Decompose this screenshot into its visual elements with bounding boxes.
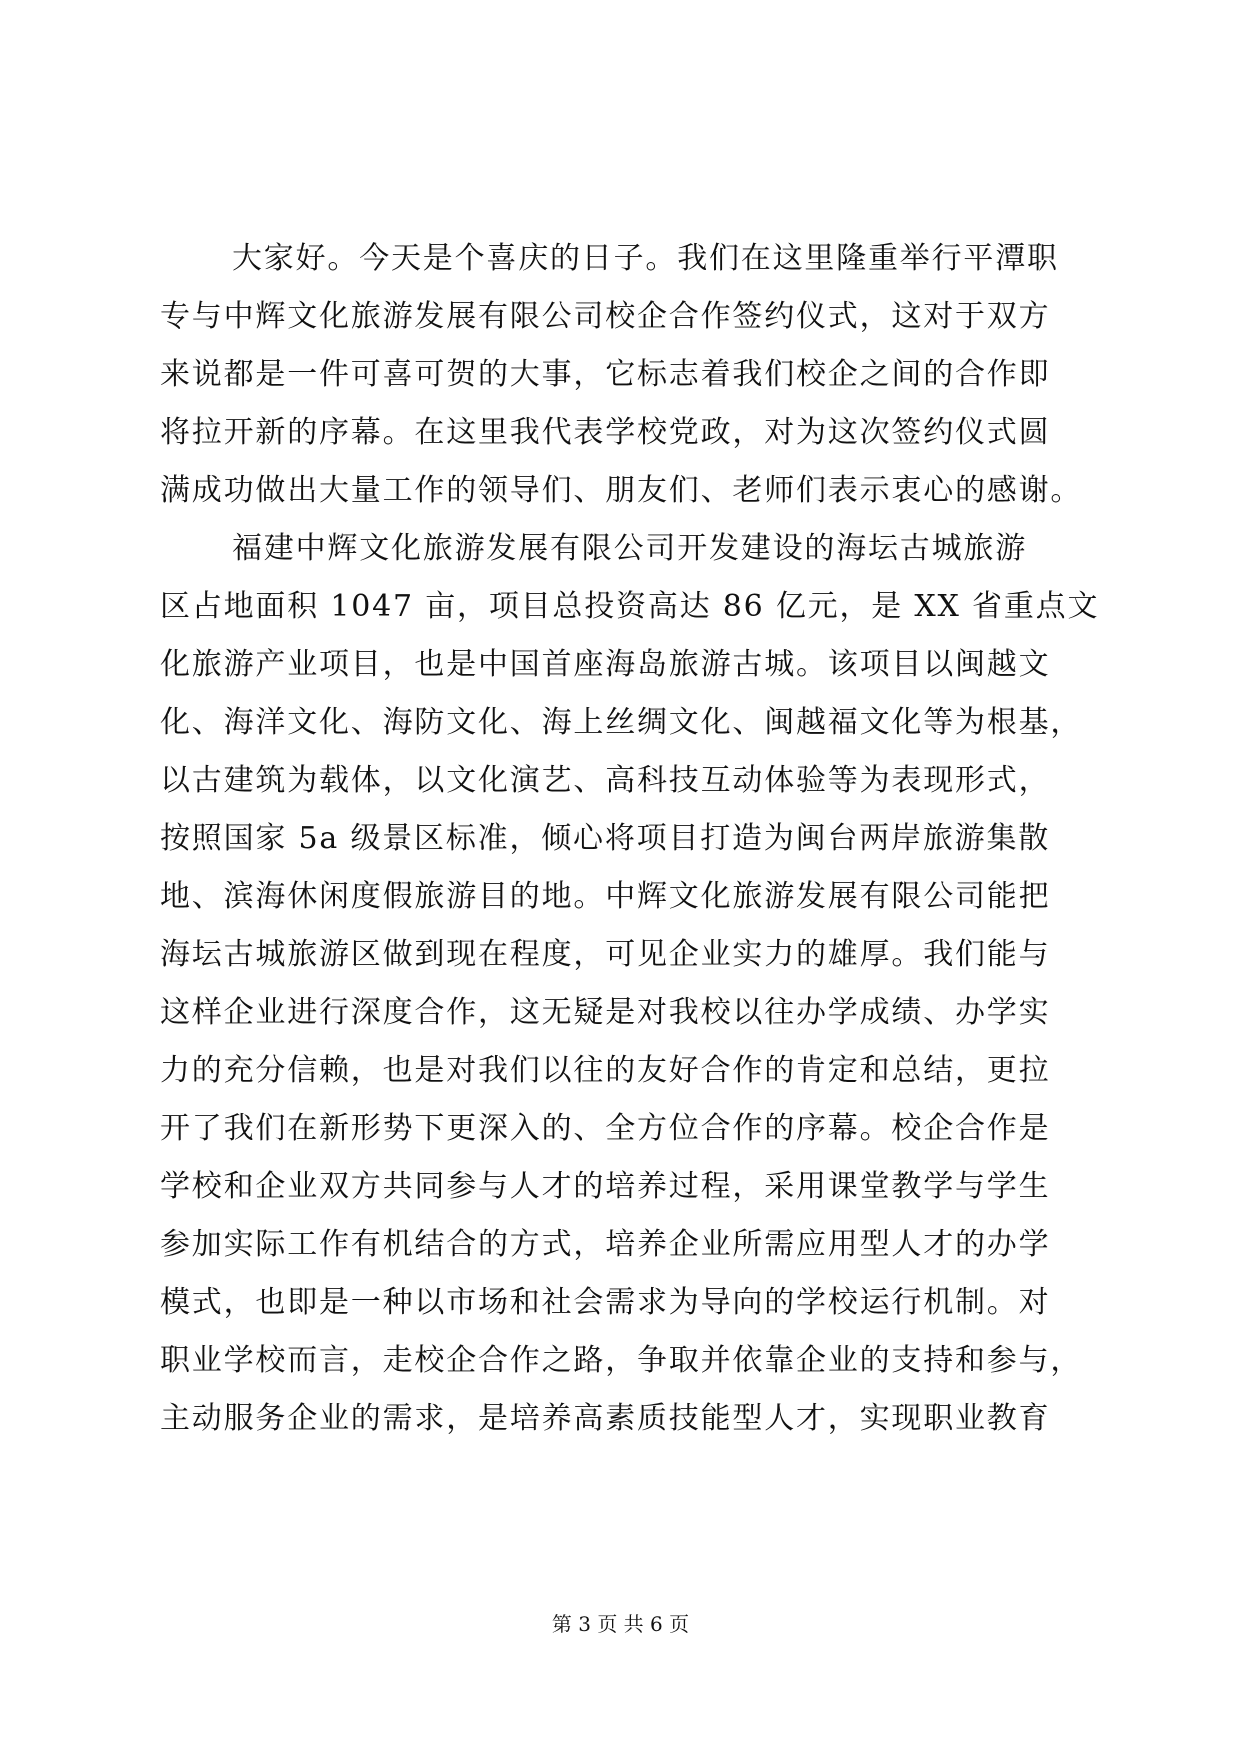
text-line: 模式，也即是一种以市场和社会需求为导向的学校运行机制。对 bbox=[160, 1285, 1051, 1320]
text-line: 海坛古城旅游区做到现在程度，可见企业实力的雄厚。我们能与 bbox=[160, 937, 1051, 972]
page-footer bbox=[0, 1610, 1241, 1638]
page-number: 第 3 页 共 6 页 bbox=[551, 1612, 690, 1636]
body-text bbox=[160, 230, 1100, 1448]
text-line: 区占地面积 1047 亩，项目总投资高达 86 亿元，是 XX 省重点文 bbox=[160, 589, 1100, 624]
text-line: 力的充分信赖，也是对我们以往的友好合作的肯定和总结，更拉 bbox=[160, 1053, 1051, 1088]
text-line: 大家好。今天是个喜庆的日子。我们在这里隆重举行平潭职 bbox=[232, 241, 1059, 276]
text-line: 专与中辉文化旅游发展有限公司校企合作签约仪式，这对于双方 bbox=[160, 299, 1051, 334]
text-line: 福建中辉文化旅游发展有限公司开发建设的海坛古城旅游 bbox=[232, 531, 1027, 566]
text-line: 这样企业进行深度合作，这无疑是对我校以往办学成绩、办学实 bbox=[160, 995, 1051, 1030]
text-line: 来说都是一件可喜可贺的大事，它标志着我们校企之间的合作即 bbox=[160, 357, 1051, 392]
text-line: 按照国家 5a 级景区标准，倾心将项目打造为闽台两岸旅游集散 bbox=[160, 821, 1051, 856]
text-line: 开了我们在新形势下更深入的、全方位合作的序幕。校企合作是 bbox=[160, 1111, 1051, 1146]
paragraph-project-intro bbox=[160, 520, 1100, 1448]
paragraph-greeting bbox=[160, 230, 1083, 520]
text-line: 化、海洋文化、海防文化、海上丝绸文化、闽越福文化等为根基， bbox=[160, 705, 1083, 740]
text-line: 参加实际工作有机结合的方式，培养企业所需应用型人才的办学 bbox=[160, 1227, 1051, 1262]
text-line: 以古建筑为载体，以文化演艺、高科技互动体验等为表现形式， bbox=[160, 763, 1051, 798]
text-line: 学校和企业双方共同参与人才的培养过程，采用课堂教学与学生 bbox=[160, 1169, 1051, 1204]
text-line: 满成功做出大量工作的领导们、朋友们、老师们表示衷心的感谢。 bbox=[160, 473, 1083, 508]
text-line: 化旅游产业项目，也是中国首座海岛旅游古城。该项目以闽越文 bbox=[160, 647, 1051, 682]
text-line: 主动服务企业的需求，是培养高素质技能型人才，实现职业教育 bbox=[160, 1401, 1051, 1436]
text-line: 将拉开新的序幕。在这里我代表学校党政，对为这次签约仪式圆 bbox=[160, 415, 1051, 450]
text-line: 地、滨海休闲度假旅游目的地。中辉文化旅游发展有限公司能把 bbox=[160, 879, 1051, 914]
text-line: 职业学校而言，走校企合作之路，争取并依靠企业的支持和参与， bbox=[160, 1343, 1083, 1378]
